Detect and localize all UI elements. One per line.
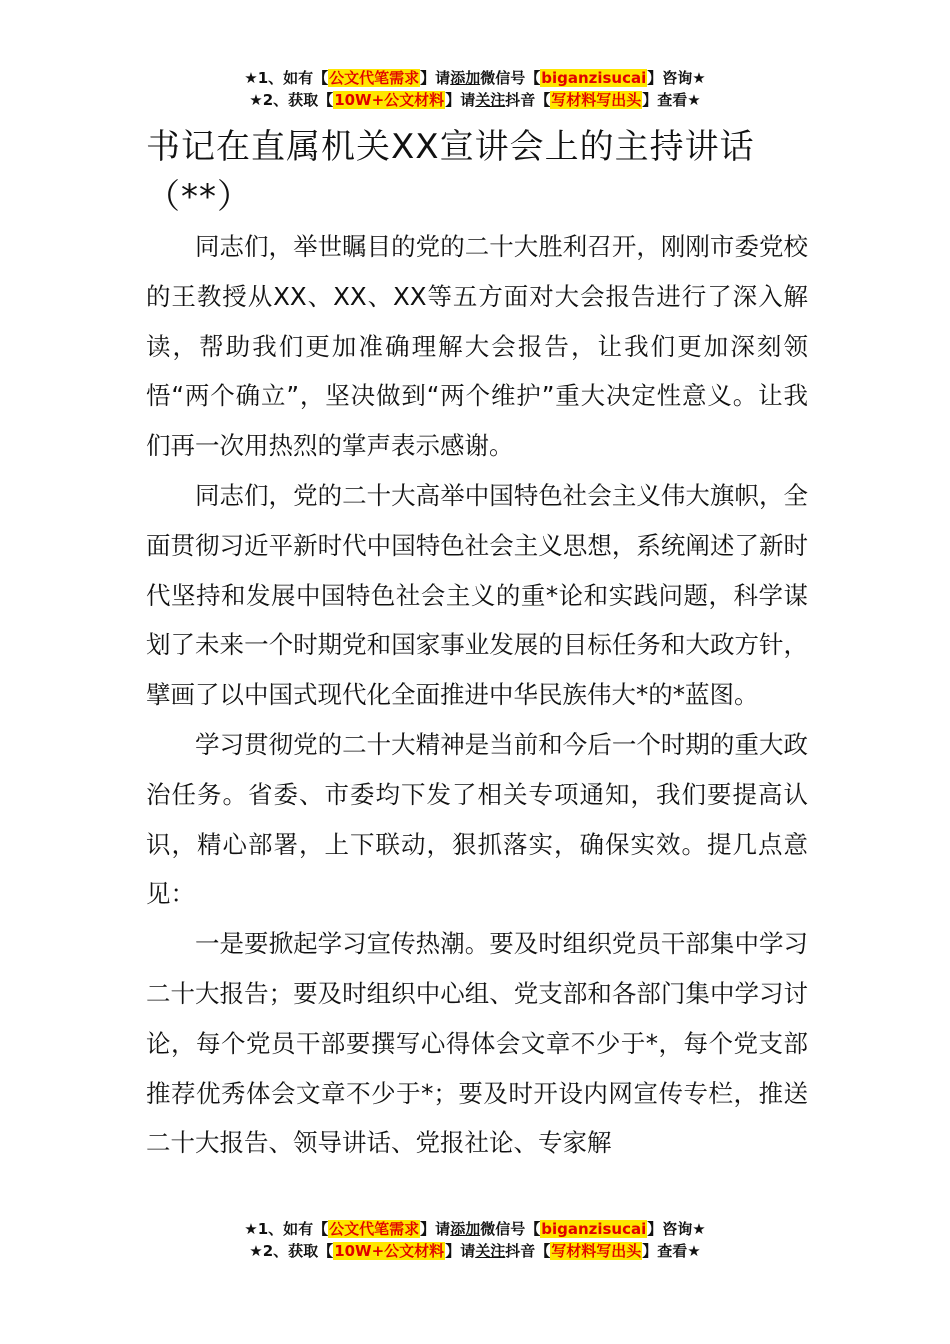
promo-douyin-id: 写材料写出头 bbox=[551, 1242, 642, 1260]
promo-prefix: ★1、如有【 bbox=[244, 69, 329, 87]
promo-suffix: 】咨询★ bbox=[647, 69, 706, 87]
promo-text: 微信号【 bbox=[480, 69, 541, 87]
promo-douyin-id: 写材料写出头 bbox=[551, 91, 642, 109]
promo-highlight: 公文代笔需求 bbox=[329, 69, 420, 87]
promo-prefix: ★2、获取【 bbox=[249, 1242, 334, 1260]
promo-wechat-id: biganzisucai bbox=[541, 1220, 647, 1238]
promo-emphasis: 关注 bbox=[475, 91, 506, 109]
promo-line-2 bbox=[0, 89, 950, 111]
promo-line-1 bbox=[0, 67, 950, 89]
promo-suffix: 】查看★ bbox=[642, 1242, 701, 1260]
promo-text: 】请 bbox=[420, 69, 451, 87]
paragraph: 一是要掀起学习宣传热潮。要及时组织党员干部集中学习二十大报告；要及时组织中心组、党支部和各部门集中学习讨论，每个党员干部要撰写心得体会文章不少于*，每个党支部推荐优秀体会文章不少于*；要及时开设内网宣传专栏，推送二十大报告、领导讲话、党报社论、专家解 bbox=[146, 929, 808, 1158]
promo-highlight: 公文代笔需求 bbox=[329, 1220, 420, 1238]
promo-line-2 bbox=[0, 1240, 950, 1262]
paragraph: 学习贯彻党的二十大精神是当前和今后一个时期的重大政治任务。省委、市委均下发了相关专项通知，我们要提高认识，精心部署，上下联动，狠抓落实，确保实效。提几点意见： bbox=[146, 729, 808, 909]
promo-suffix: 】查看★ bbox=[642, 91, 701, 109]
paragraph: 同志们，党的二十大高举中国特色社会主义伟大旗帜，全面贯彻习近平新时代中国特色社会主义思想，系统阐述了新时代坚持和发展中国特色社会主义的重*论和实践问题，科学谋划了未来一个时期党和国家事业发展的目标任务和大政方针，擘画了以中国式现代化全面推进中华民族伟大*的*蓝图。 bbox=[146, 480, 808, 710]
document-body bbox=[146, 222, 808, 1168]
promo-header bbox=[0, 67, 950, 111]
promo-highlight: 10W+公文材料 bbox=[334, 1242, 445, 1260]
promo-text: 抖音【 bbox=[505, 91, 551, 109]
promo-text: 】请 bbox=[445, 1242, 476, 1260]
promo-text: 抖音【 bbox=[505, 1242, 551, 1260]
paragraph: 同志们，举世瞩目的党的二十大胜利召开，刚刚市委党校的王教授从XX、XX、XX等五方面对大会报告进行了深入解读，帮助我们更加准确理解大会报告，让我们更加深刻领悟“两个确立”，坚决做到“两个维护”重大决定性意义。让我们再一次用热烈的掌声表示感谢。 bbox=[146, 232, 808, 461]
promo-line-1 bbox=[0, 1218, 950, 1240]
promo-text: 微信号【 bbox=[480, 1220, 541, 1238]
promo-footer bbox=[0, 1218, 950, 1262]
promo-text: 】请 bbox=[420, 1220, 451, 1238]
promo-highlight: 10W+公文材料 bbox=[334, 91, 445, 109]
document-title: 书记在直属机关XX宣讲会上的主持讲话（**） bbox=[146, 127, 755, 217]
promo-prefix: ★1、如有【 bbox=[244, 1220, 329, 1238]
promo-emphasis: 添加 bbox=[450, 1220, 481, 1238]
promo-wechat-id: biganzisucai bbox=[541, 69, 647, 87]
promo-text: 】请 bbox=[445, 91, 476, 109]
promo-emphasis: 关注 bbox=[475, 1242, 506, 1260]
promo-suffix: 】咨询★ bbox=[647, 1220, 706, 1238]
promo-emphasis: 添加 bbox=[450, 69, 481, 87]
promo-prefix: ★2、获取【 bbox=[249, 91, 334, 109]
